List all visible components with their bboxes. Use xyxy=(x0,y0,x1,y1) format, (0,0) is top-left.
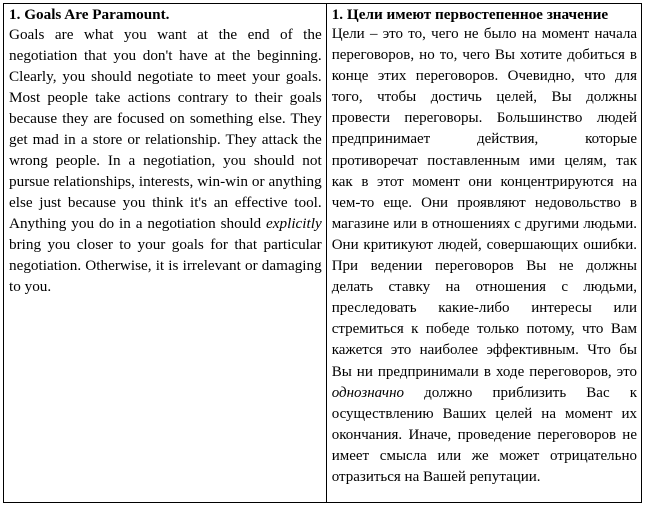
table-row xyxy=(4,4,642,503)
russian-body-part-1: Цели – это то, чего не было на момент начала переговоров, но то, чего Вы хотите добиться в конце этих переговоров. Очевидно, что для того, чтобы достичь целей, Вы должны провести переговоры. Большинство людей предпринимает действия, которые противоречат поставленным ими целям, так как в этот момент они концентрируются на чем-то еще. Они проявляют недовольство в магазине или в отношениях с другими людьми. Они критикуют людей, совершающих ошибки. При ведении переговоров Вы не должны делать ставку на отношения с людьми, преследовать какие-либо интересы или стремиться к победе только потому, что Вам кажется это наиболее эффективным. Что бы Вы ни предпринимали в ходе переговоров, это xyxy=(331,26,637,380)
english-body-part-2: bring you closer to your goals for that particular negotiation. Otherwise, it is irrelevant or damaging to you. xyxy=(9,236,322,295)
english-body xyxy=(9,24,322,297)
russian-body-part-2: должно приблизить Вас к осуществлению Ваших целей на момент их окончания. Иначе, проведение переговоров не имеет смысла или же может отрицательно отразиться на Вашей репутации. xyxy=(331,384,637,485)
english-body-emphasis: explicitly xyxy=(266,215,322,232)
english-body-part-1: Goals are what you want at the end of the negotiation that you don't have at the beginning. Clearly, you should negotiate to meet your goals. Most people take actions contrary to their goals because they are focused on something else. They get mad in a store or relationship. They attack the wrong people. In a negotiation, you should not pursue relationships, interests, win-win or anything else just because you think it's an effective tool. Anything you do in a negotiation should xyxy=(9,26,322,232)
table-cell-english xyxy=(4,4,327,503)
bilingual-table xyxy=(3,3,642,503)
english-heading: 1. Goals Are Paramount. xyxy=(9,6,170,23)
russian-body-emphasis: однозначно xyxy=(331,384,405,401)
russian-body xyxy=(332,24,637,488)
russian-heading: 1. Цели имеют первостепенное значение xyxy=(331,6,609,23)
table-cell-russian xyxy=(326,4,641,503)
